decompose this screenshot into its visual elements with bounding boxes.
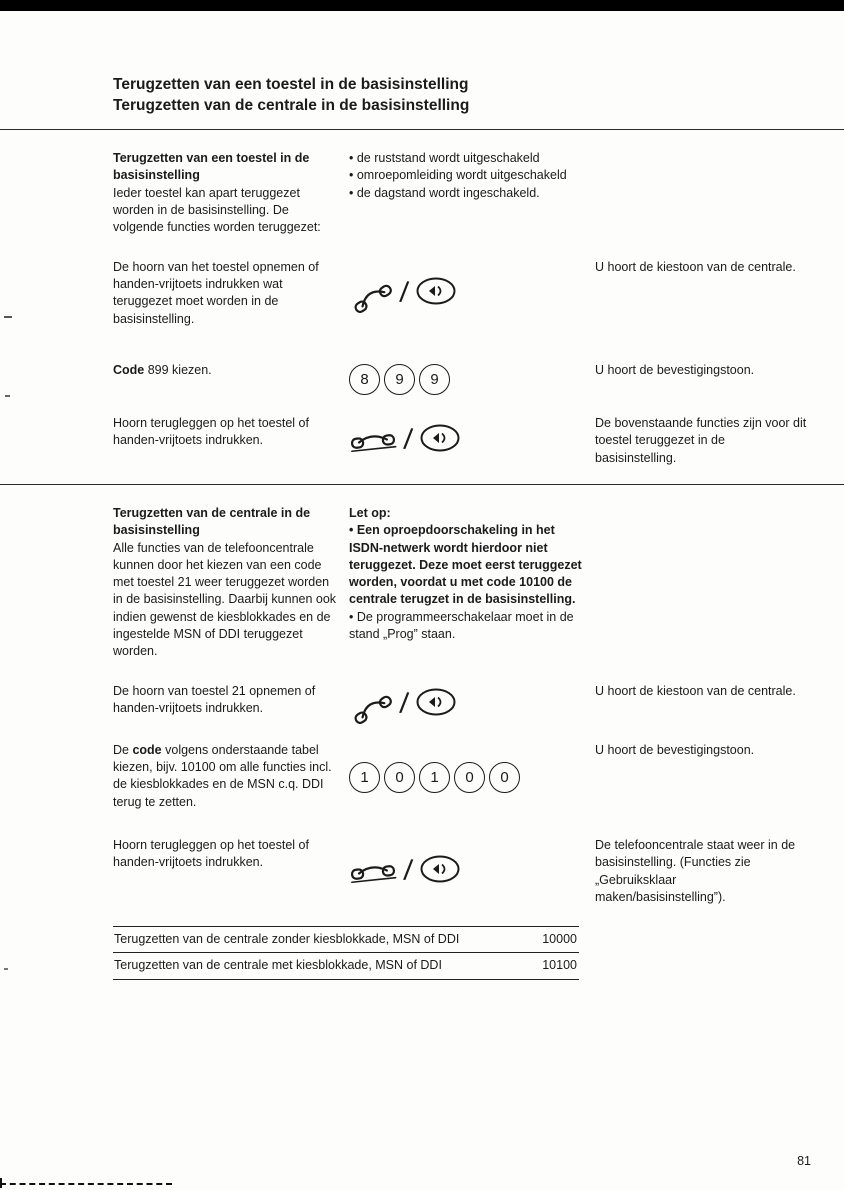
note-bold-text: • Een oproepdoorschakeling in het ISDN-netwerk wordt hierdoor niet teruggezet. Deze moet eerst teruggezet worden, voordat u met code 10100 de centrale terugzet in de basisinstelling. <box>349 523 582 607</box>
step-text <box>113 362 341 379</box>
result-cell <box>595 362 808 395</box>
dial-key: 9 <box>419 364 450 395</box>
section-heading: Terugzetten van een toestel in de basisinstelling <box>113 151 310 183</box>
instruction-cell <box>113 362 341 395</box>
icon-cell <box>349 362 587 395</box>
step-result: U hoort de bevestigingstoon. <box>595 362 755 377</box>
step-text: Hoorn terugleggen op het toestel of handen-vrijtoets indrukken. <box>113 837 309 870</box>
step-row <box>113 259 808 328</box>
scan-artifact-edge-mark <box>5 395 10 397</box>
instruction-cell <box>113 415 341 467</box>
note-regular-text: • De programmeerschakelaar moet in de stand „Prog” staan. <box>349 609 574 642</box>
handset-lift-icon <box>342 678 400 735</box>
loudspeaker-icon <box>415 687 457 722</box>
loudspeaker-icon <box>415 276 457 311</box>
instruction-cell <box>113 259 341 328</box>
icon-cell <box>349 259 587 328</box>
section-header-row <box>113 150 808 237</box>
title-line-1: Terugzetten van een toestel in de basisinstelling <box>113 76 469 93</box>
section-toestel <box>113 150 808 467</box>
step-row <box>113 742 808 811</box>
instruction-cell <box>113 837 341 906</box>
or-separator: / <box>398 276 410 310</box>
dial-key: 0 <box>454 762 485 793</box>
section-intro: Alle functies van de telefooncentrale kunnen door het kiezen van een code met toestel 21 weer teruggezet worden in de basisinstelling. Daarbij kunnen ook indien gewenst de kiesblokkades en de ingestelde MSN of DDI teruggezet worden. <box>113 540 337 659</box>
effect-item: • de dagstand wordt ingeschakeld. <box>349 185 540 200</box>
page-title <box>113 74 808 116</box>
table-row <box>113 926 579 952</box>
result-cell <box>595 259 808 328</box>
step-row <box>113 415 808 467</box>
effects-cell <box>349 150 587 237</box>
step-text: De hoorn van toestel 21 opnemen of handen-vrijtoets indrukken. <box>113 683 316 716</box>
step-result: De bovenstaande functies zijn voor dit toestel teruggezet in de basisinstelling. <box>595 415 807 465</box>
dial-key: 9 <box>384 364 415 395</box>
effect-item: • de ruststand wordt uitgeschakeld <box>349 151 540 166</box>
dial-key: 1 <box>419 762 450 793</box>
section-heading: Terugzetten van de centrale in de basisinstelling <box>113 505 311 538</box>
step-text: Hoorn terugleggen op het toestel of handen-vrijtoets indrukken. <box>113 415 309 448</box>
result-cell <box>595 415 808 467</box>
step-text-prefix: De <box>113 742 133 757</box>
or-separator: / <box>398 687 410 721</box>
table-row-label: Terugzetten van de centrale zonder kiesblokkade, MSN of DDI <box>114 932 460 947</box>
handset-hangup-icon <box>348 424 399 460</box>
section-header-row <box>113 505 808 661</box>
result-cell <box>595 505 808 661</box>
handset-hangup-icon <box>348 855 399 891</box>
section-divider <box>0 129 844 130</box>
icon-cell <box>349 742 587 811</box>
instruction-cell <box>113 150 341 237</box>
result-cell <box>595 837 808 906</box>
instruction-cell <box>113 505 341 661</box>
step-result: U hoort de kiestoon van de centrale. <box>595 683 796 698</box>
icon-cell <box>349 683 587 726</box>
dial-key: 0 <box>489 762 520 793</box>
note-heading: Let op: <box>349 505 391 520</box>
section-intro: Ieder toestel kan apart teruggezet worden in de basisinstelling. De volgende functies worden teruggezet: <box>113 185 321 235</box>
step-result: De telefooncentrale staat weer in de basisinstelling. (Functies zie „Gebruiksklaar maken/basisinstelling”). <box>595 837 796 904</box>
dial-key: 8 <box>349 364 380 395</box>
step-row <box>113 837 808 906</box>
result-cell <box>595 742 808 811</box>
loudspeaker-icon <box>419 423 461 458</box>
step-text: De hoorn van het toestel opnemen of handen-vrijtoets indrukken wat teruggezet moet worden in de basisinstelling. <box>113 259 319 326</box>
handset-lift-icon <box>342 267 400 324</box>
instruction-cell <box>113 742 341 811</box>
loudspeaker-icon <box>419 854 461 889</box>
code-table <box>113 926 579 980</box>
dial-key: 1 <box>349 762 380 793</box>
scan-artifact-edge-mark <box>4 968 8 970</box>
step-row <box>113 362 808 395</box>
step-text <box>113 742 341 811</box>
step-row <box>113 683 808 726</box>
scan-artifact-bottom-dash <box>0 1183 172 1185</box>
page-content <box>113 74 808 980</box>
or-separator: / <box>402 854 414 888</box>
icon-cell <box>349 837 587 906</box>
scan-artifact-edge-mark <box>4 316 12 318</box>
result-cell <box>595 150 808 237</box>
table-row <box>113 952 579 978</box>
table-row-code: 10100 <box>542 958 577 973</box>
page-number: 81 <box>797 1154 811 1168</box>
step-text-rest: volgens onderstaande tabel kiezen, bijv. 10100 om alle functies incl. de kiesblokkades en de MSN c.q. DDI terug te zetten. <box>113 742 332 809</box>
note-cell <box>349 505 587 661</box>
step-text-rest: 899 kiezen. <box>144 362 212 377</box>
effect-item: • omroepomleiding wordt uitgeschakeld <box>349 168 567 183</box>
section-centrale <box>113 505 808 906</box>
step-text-bold: Code <box>113 362 145 377</box>
result-cell <box>595 683 808 726</box>
section-divider <box>0 484 844 485</box>
dial-key: 0 <box>384 762 415 793</box>
title-line-2: Terugzetten van de centrale in de basisinstelling <box>113 97 470 115</box>
step-text-bold: code <box>132 742 162 757</box>
step-result: U hoort de kiestoon van de centrale. <box>595 259 796 274</box>
table-row-label: Terugzetten van de centrale met kiesblokkade, MSN of DDI <box>114 958 442 973</box>
step-result: U hoort de bevestigingstoon. <box>595 742 755 757</box>
scan-artifact-top-bar <box>0 0 844 11</box>
or-separator: / <box>402 424 414 457</box>
instruction-cell <box>113 683 341 726</box>
icon-cell <box>349 415 587 467</box>
table-row-code: 10000 <box>542 932 577 947</box>
scan-artifact-bottom-tick <box>0 1178 2 1188</box>
